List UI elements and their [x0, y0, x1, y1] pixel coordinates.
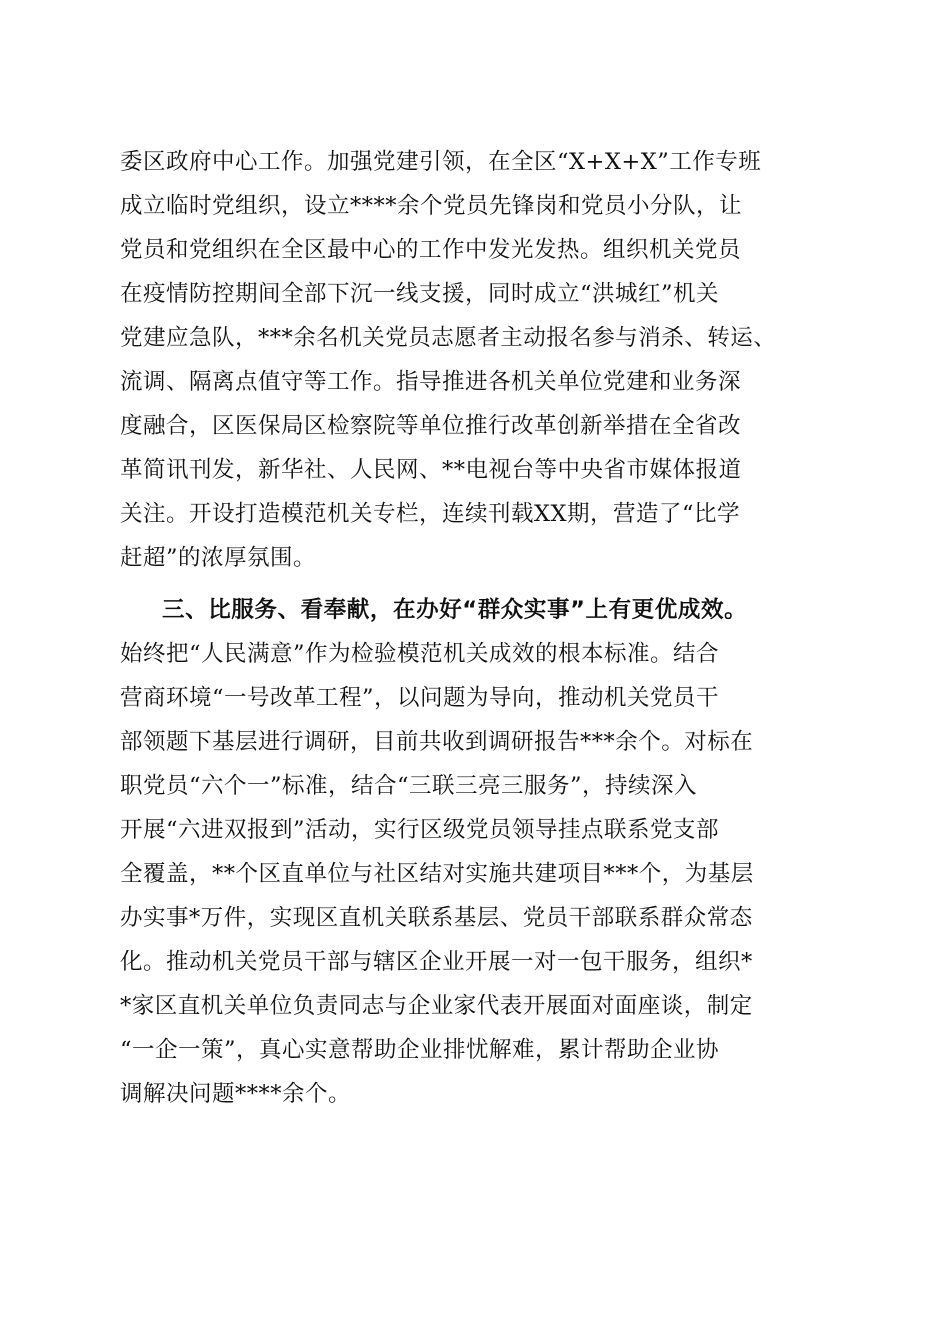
- paragraph-line: *家区直机关单位负责同志与企业家代表开展面对面座谈，制定: [120, 993, 753, 1019]
- paragraph-line: 流调、隔离点值守等工作。指导推进各机关单位党建和业务深: [120, 369, 742, 395]
- section-heading: 三、比服务、看奉献，在办好“群众实事”上有更优成效。: [162, 597, 748, 623]
- paragraph-line: 成立临时党组织，设立****余个党员先锋岗和党员小分队，让: [120, 193, 743, 219]
- paragraph-line: 委区政府中心工作。加强党建引领，在全区“X+X+X”工作专班: [120, 149, 762, 175]
- paragraph-line: 度融合，区医保局区检察院等单位推行改革创新举措在全省改: [120, 413, 742, 439]
- paragraph-line: 部领题下基层进行调研，目前共收到调研报告***余个。对标在: [120, 729, 754, 755]
- paragraph-line: 全覆盖，**个区直单位与社区结对实施共建项目***个，为基层: [120, 861, 754, 887]
- paragraph-line: “一企一策”，真心实意帮助企业排忧解难，累计帮助企业协: [120, 1037, 720, 1063]
- paragraph-line: 办实事*万件，实现区直机关联系基层、党员干部联系群众常态: [120, 905, 753, 931]
- paragraph-line: 化。推动机关党员干部与辖区企业开展一对一包干服务，组织*: [120, 949, 753, 975]
- paragraph-line: 营商环境“一号改革工程”，以问题为导向，推动机关党员干: [120, 685, 720, 711]
- paragraph-line: 党建应急队，***余名机关党员志愿者主动报名参与消杀、转运、: [120, 325, 777, 351]
- paragraph-line: 职党员“六个一”标准，结合“三联三亮三服务”，持续深入: [120, 773, 698, 799]
- paragraph-line: 关注。开设打造模范机关专栏，连续刊载XX期，营造了“比学: [120, 501, 741, 527]
- paragraph-line: 在疫情防控期间全部下沉一线支援，同时成立“洪城红”机关: [120, 281, 720, 307]
- paragraph-line: 党员和党组织在全区最中心的工作中发光发热。组织机关党员: [120, 237, 742, 263]
- paragraph-line: 始终把“人民满意”作为检验模范机关成效的根本标准。结合: [120, 641, 720, 667]
- paragraph-line: 革简讯刊发，新华社、人民网、**电视台等中央省市媒体报道: [120, 457, 742, 483]
- paragraph-line: 赶超”的浓厚氛围。: [120, 545, 317, 571]
- paragraph-line: 开展“六进双报到”活动，实行区级党员领导挂点联系党支部: [120, 817, 720, 843]
- paragraph-line: 调解决问题****余个。: [120, 1081, 352, 1107]
